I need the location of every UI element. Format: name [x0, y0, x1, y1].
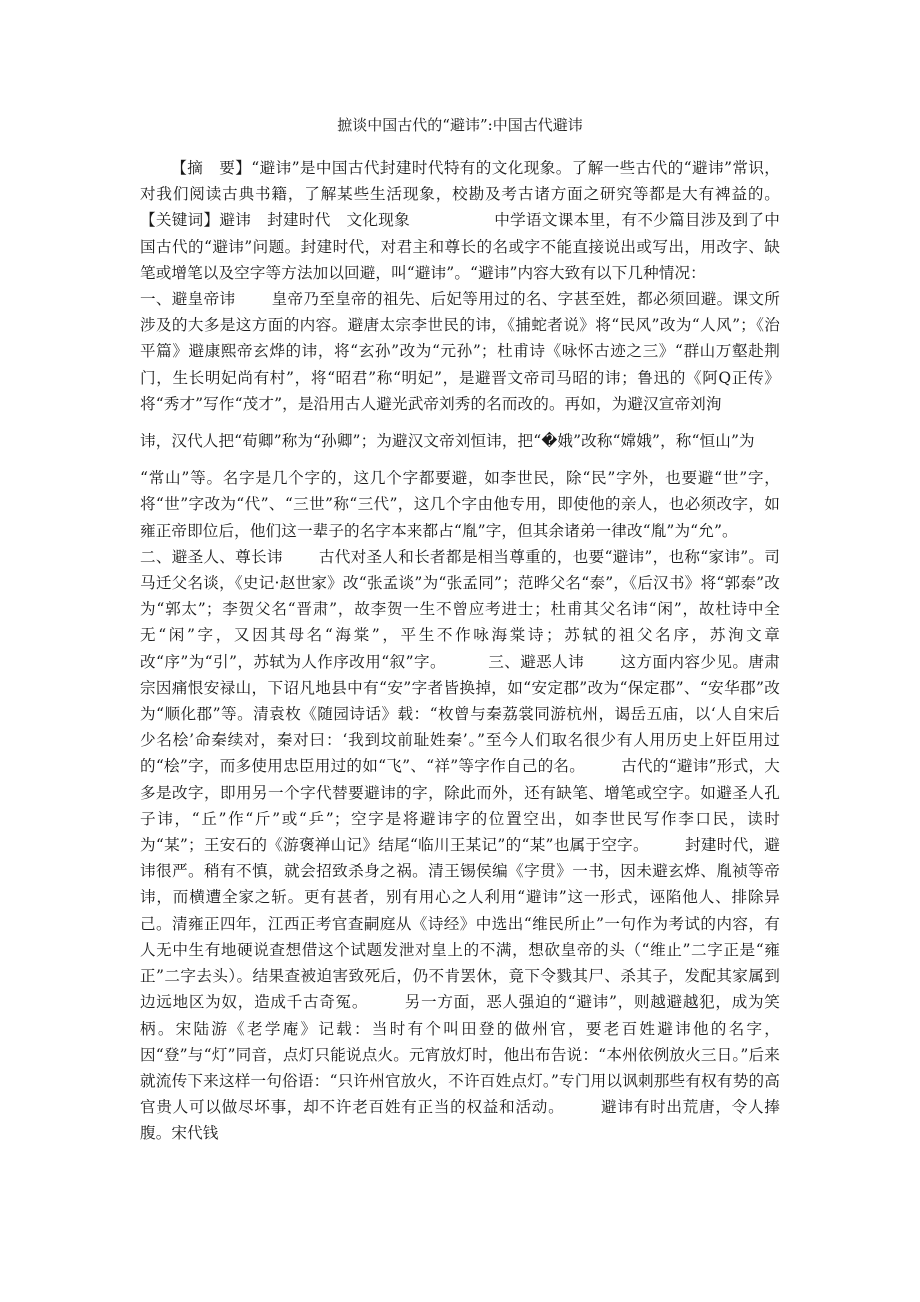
section-1-text-b: 讳，汉代人把“荀卿”称为“孙卿”；为避汉文帝刘恒讳，把“�娥”改称“嫦娥”，称“恒山”为	[140, 432, 755, 451]
abstract-text: 【摘 要】“避讳”是中国古代封建时代特有的文化现象。了解一些古代的“避讳”常识，对我们阅读古典书籍，了解某些生活现象，校勘及考古诸方面之研究等都是大有裨益的。	[140, 159, 780, 204]
section-3-heading: 三、避恶人讳	[487, 652, 585, 671]
severe-text: 封建时代，避讳很严。稍有不慎，就会招致杀身之祸。清王锡侯编《字贯》一书，因未避玄烨、胤祯等帝讳，而横遭全家之斩。更有甚者，别有用心之人利用“避讳”这一形式，诬陷他人、排除异己。清雍正四年，江西正考官查嗣庭从《诗经》中选出“维民所止”一句作为考试的内容，有人无中生有地硬说查想借这个试题发泄对皇上的不满，想砍皇帝的头（“维止”二字正是“雍正”二字去头）。结果查被迫害致死后，仍不肯罢休，竟下令戮其尸、杀其子，发配其家属到边远地区为奴，造成千古奇冤。	[140, 836, 780, 1012]
document-title: 摭谈中国古代的“避讳”:中国古代避讳	[337, 116, 583, 134]
other-text: 另一方面，恶人强迫的“避讳”，则越避越犯，成为笑柄。宋陆游《老学庵》记载：当时有个叫田登的做州官，要老百姓避讳他的名字，因“登”与“灯”同音，点灯只能说点火。元宵放灯时，他出布告说：“本州依例放火三日。”后来就流传下来这样一句俗语：“只许州官放火，不许百姓点灯。”专门用以讽刺那些有权有势的高官贵人可以做尽坏事，却不许老百姓有正当的权益和活动。	[140, 993, 780, 1117]
section-3-text: 这方面内容少见。唐肃宗因痛恨安禄山，下诏凡地县中有“安”字者皆换掉，如“安定郡”改为“保定郡”、“安华郡”改为“顺化郡”等。清袁枚《随园诗话》载：“枚曾与秦荔裳同游杭州，谒岳五庙，以‘人自宋后少名桧’命秦续对，秦对曰：‘我到坟前耻姓秦’。”至今人们取名很少有人用历史上奸臣用过的“桧”字，而多使用忠臣用过的如“飞”、“祥”等字作自己的名。	[140, 652, 780, 776]
forms-text: 古代的“避讳”形式，大多是改字，即用另一个字代替要避讳的字，除此而外，还有缺笔、增笔或空字。如避圣人孔子讳，“丘”作“斤”或“乒”；空字是将避讳字的位置空出，如李世民写作李口民，读时为“某”；王安石的《游褒禅山记》结尾“临川王某记”的“某”也属于空字。	[140, 757, 780, 855]
section-1-heading: 一、避皇帝讳	[140, 290, 236, 309]
section-1-text-a: 皇帝乃至皇帝的祖先、后妃等用过的名、字甚至姓，都必须回避。课文所涉及的大多是这方面的内容。避唐太宗李世民的讳，《捕蛇者说》将“民风”改为“人风”；《治平篇》避康熙帝玄烨的讳，将“玄孙”改为“元孙”；杜甫诗《咏怀古迹之三》“群山万壑赴荆门，生长明妃尚有村”，将“昭君”称“明妃”，是避晋文帝司马昭的讳；鲁迅的《阿Q正传》将“秀才”写作“茂才”，是沿用古人避光武帝刘秀的名而改的。再如，为避汉宣帝刘洵	[140, 290, 780, 413]
document-body	[140, 155, 780, 1147]
section-1-text-c: “常山”等。名字是几个字的，这几个字都要避，如李世民，除“民”字外，也要避“世”字，将“世”字改为“代”、“三世”称“三代”，这几个字由他专用，即使他的亲人，也必须改字，如雍正帝即位后，他们这一辈子的名字本来都占“胤”字，但其余诸弟一律改“胤”为“允”。	[140, 469, 780, 540]
intro-text: 中学语文课本里，有不少篇目涉及到了中国古代的“避讳”问题。封建时代，对君主和尊长的名或字不能直接说出或写出，用改字、缺笔或增笔以及空字等方法加以回避，叫“避讳”。“避讳”内容大致有以下几种情况：	[140, 211, 780, 282]
tail-text: 避讳有时出荒唐，令人捧腹。宋代钱	[140, 1098, 780, 1143]
keywords-text: 【关键词】避讳 封建时代 文化现象	[140, 211, 411, 230]
section-2-text: 古代对圣人和长者都是相当尊重的，也要“避讳”，也称“家讳”。司马迁父名谈，《史记·赵世家》改“张孟谈”为“张孟同”；范晔父名“泰”，《后汉书》将“郭泰”改为“郭太”；李贺父名“晋肃”，故李贺一生不曾应考进士；杜甫其父名讳“闲”，故杜诗中全无“闲”字，又因其母名“海棠”，平生不作咏海棠诗；苏轼的祖父名序，苏洵文章改“序”为“引”，苏轼为人作序改用“叙”字。	[140, 547, 780, 671]
section-2-heading: 二、避圣人、尊长讳	[140, 547, 283, 566]
